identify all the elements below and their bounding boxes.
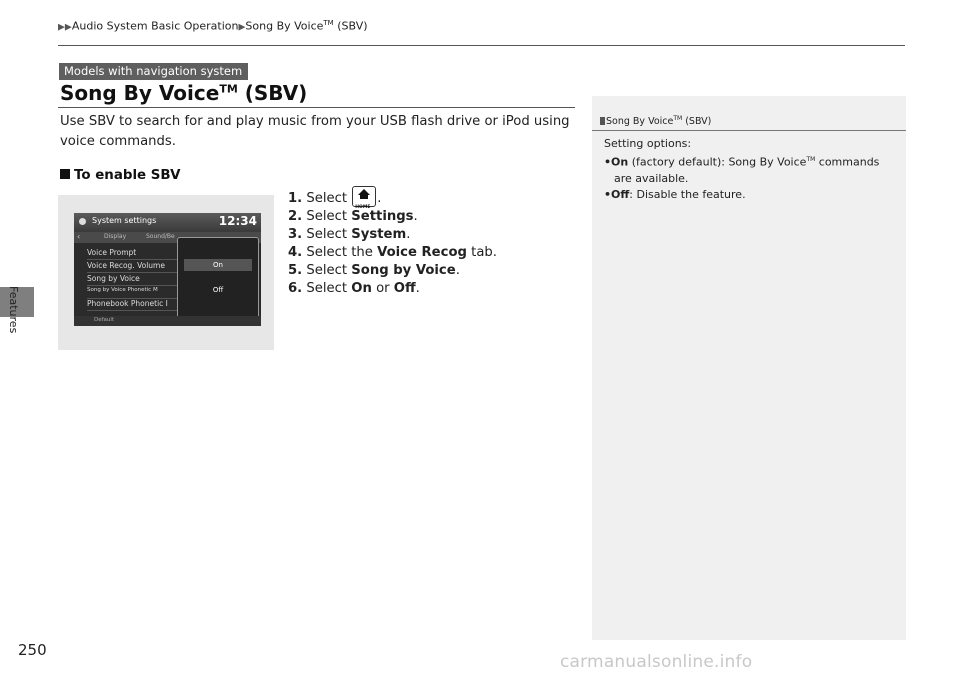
watermark: carmanualsonline.info — [560, 652, 753, 672]
step-text: Select — [306, 227, 352, 242]
chapter-label — [0, 286, 20, 306]
option-label: Off — [611, 187, 630, 201]
trademark: TM — [806, 156, 816, 163]
step-text: . — [413, 209, 418, 224]
option-text: commands are available. — [614, 155, 880, 185]
screen-footer-label: Default — [94, 317, 115, 323]
section-title-suffix: (SBV) — [237, 81, 308, 105]
breadcrumb-item[interactable]: Audio System Basic Operation — [71, 19, 239, 33]
screen-menu-item: Phonebook Phonetic I — [87, 299, 182, 311]
section-title-text: Song By Voice — [60, 81, 220, 105]
option-label: On — [611, 155, 629, 169]
step-number: 4. — [288, 245, 303, 260]
note-marker-icon — [600, 117, 605, 125]
step-emphasis: Settings — [351, 209, 414, 224]
step-emphasis: Song by Voice — [351, 263, 456, 278]
header-divider — [58, 45, 905, 46]
sidebar-option — [604, 187, 896, 203]
trademark: TM — [673, 115, 683, 122]
screen-menu-item: Voice Recog. Volume — [87, 261, 182, 273]
step-text: . — [406, 227, 411, 242]
step-text: Select — [306, 191, 352, 206]
bullet-icon: • — [604, 155, 612, 169]
home-icon — [352, 186, 376, 210]
screen-tab: Display — [104, 233, 127, 240]
sidebar-heading-suffix: (SBV) — [682, 116, 712, 128]
screen-title: System settings — [92, 216, 157, 225]
sub-heading-text: To enable SBV — [74, 168, 181, 183]
option-text: (factory default): Song By Voice — [628, 155, 807, 169]
screen-menu-item: Song by Voice — [87, 274, 182, 286]
step-emphasis: Off — [393, 281, 416, 296]
sidebar-heading — [600, 115, 711, 127]
step-item — [288, 262, 497, 280]
step-item — [288, 186, 497, 208]
trademark: TM — [323, 19, 334, 27]
step-number: 3. — [288, 227, 303, 242]
step-text: Select the — [306, 245, 378, 260]
home-icon-label: HOME — [355, 205, 371, 210]
settings-icon — [79, 218, 86, 225]
step-number: 2. — [288, 209, 303, 224]
breadcrumb — [58, 19, 368, 33]
sidebar-intro: Setting options: — [604, 137, 692, 150]
step-emphasis: Voice Recog — [377, 245, 467, 260]
screen-option-on: On — [184, 259, 252, 271]
screen-menu-item: Song by Voice Phonetic M — [87, 287, 182, 299]
bullet-icon: • — [604, 187, 612, 201]
step-item — [288, 244, 497, 262]
step-number: 1. — [288, 191, 303, 206]
step-item — [288, 280, 497, 298]
sidebar-option — [604, 152, 896, 187]
step-emphasis: On — [351, 281, 372, 296]
arrow-right-icon: ▶ — [238, 22, 246, 33]
square-bullet-icon — [60, 169, 70, 179]
screen-illustration — [74, 213, 261, 326]
back-icon: ‹ — [77, 232, 81, 241]
screen-popup — [177, 237, 259, 322]
page-number: 250 — [18, 641, 47, 659]
step-item — [288, 226, 497, 244]
breadcrumb-suffix: (SBV) — [333, 19, 368, 33]
sidebar-heading-text: Song By Voice — [606, 116, 674, 128]
steps-list — [288, 186, 497, 298]
title-divider — [58, 107, 575, 108]
sidebar-body — [604, 136, 896, 203]
step-number: 5. — [288, 263, 303, 278]
screen-clock: 12:34 — [218, 214, 257, 228]
intro-paragraph: Use SBV to search for and play music from your USB flash drive or iPod using voice commands. — [60, 114, 570, 149]
screen-menu-item: Voice Prompt — [87, 248, 182, 260]
step-item — [288, 208, 497, 226]
screen-tab: Sound/Be — [146, 233, 175, 240]
step-text: . — [377, 191, 382, 206]
section-title — [60, 81, 307, 105]
step-text: . — [455, 263, 460, 278]
step-number: 6. — [288, 281, 303, 296]
step-text: Select — [306, 263, 352, 278]
trademark: TM — [219, 82, 238, 96]
sub-heading — [60, 168, 180, 183]
models-badge: Models with navigation system — [59, 63, 248, 80]
step-text: or — [371, 281, 394, 296]
screen-option-off: Off — [212, 286, 224, 294]
breadcrumb-item[interactable]: Song By Voice — [245, 19, 324, 33]
screen-footer — [74, 316, 261, 326]
step-text: Select — [306, 209, 352, 224]
sidebar-divider — [592, 130, 906, 131]
step-text: tab. — [466, 245, 497, 260]
step-text: Select — [306, 281, 352, 296]
arrow-right-icon: ▶▶ — [58, 22, 72, 33]
step-emphasis: System — [351, 227, 407, 242]
step-text: . — [415, 281, 420, 296]
option-text: : Disable the feature. — [629, 187, 746, 201]
